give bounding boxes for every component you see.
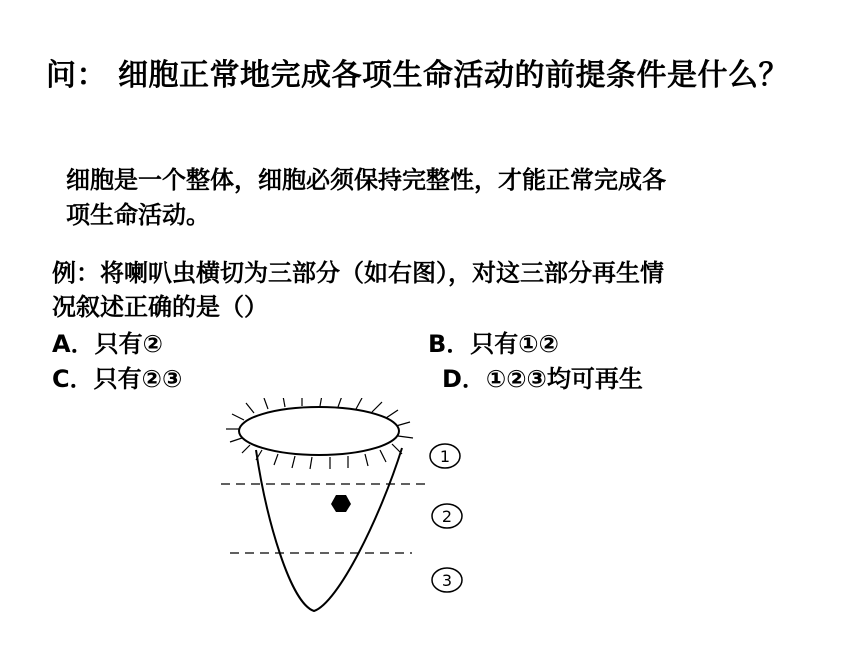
option-c: [52, 359, 182, 394]
question-heading: [46, 50, 789, 94]
example-line-1: 例：将喇叭虫横切为三部分（如右图），对这三部分再生情: [52, 259, 664, 287]
answer-line-2: 项生命活动。: [66, 201, 210, 229]
svg-text:3: 3: [441, 571, 453, 590]
section-label-1: [430, 444, 460, 468]
svg-text:2: 2: [441, 507, 453, 526]
nucleus: [331, 495, 351, 512]
option-a-text: ．只有②: [70, 330, 163, 358]
option-a-letter: A: [52, 330, 71, 358]
svg-text:1: 1: [439, 447, 451, 466]
oral-disc: [239, 407, 399, 455]
option-d: [442, 359, 643, 394]
option-c-text: ．只有②③: [69, 365, 183, 393]
example-question: [52, 256, 832, 324]
answer-line-1: 细胞是一个整体，细胞必须保持完整性，才能正常完成各: [66, 166, 666, 194]
option-b-text: ．只有①②: [446, 330, 559, 358]
stentor-figure: [220, 398, 480, 620]
option-c-letter: C: [52, 365, 70, 393]
option-b: [428, 324, 559, 359]
section-label-3: [432, 568, 462, 592]
option-d-text: ．①②③均可再生: [461, 365, 643, 393]
question-label: 问：: [46, 58, 107, 93]
body-outline: [256, 448, 402, 611]
option-a: [52, 324, 163, 359]
example-line-2: 况叙述正确的是（）: [52, 293, 268, 321]
option-d-letter: D: [442, 365, 462, 393]
section-label-2: [432, 504, 462, 528]
question-text: 细胞正常地完成各项生命活动的前提条件是什么？: [117, 58, 789, 93]
option-b-letter: B: [428, 330, 447, 358]
answer-paragraph: [66, 163, 806, 233]
